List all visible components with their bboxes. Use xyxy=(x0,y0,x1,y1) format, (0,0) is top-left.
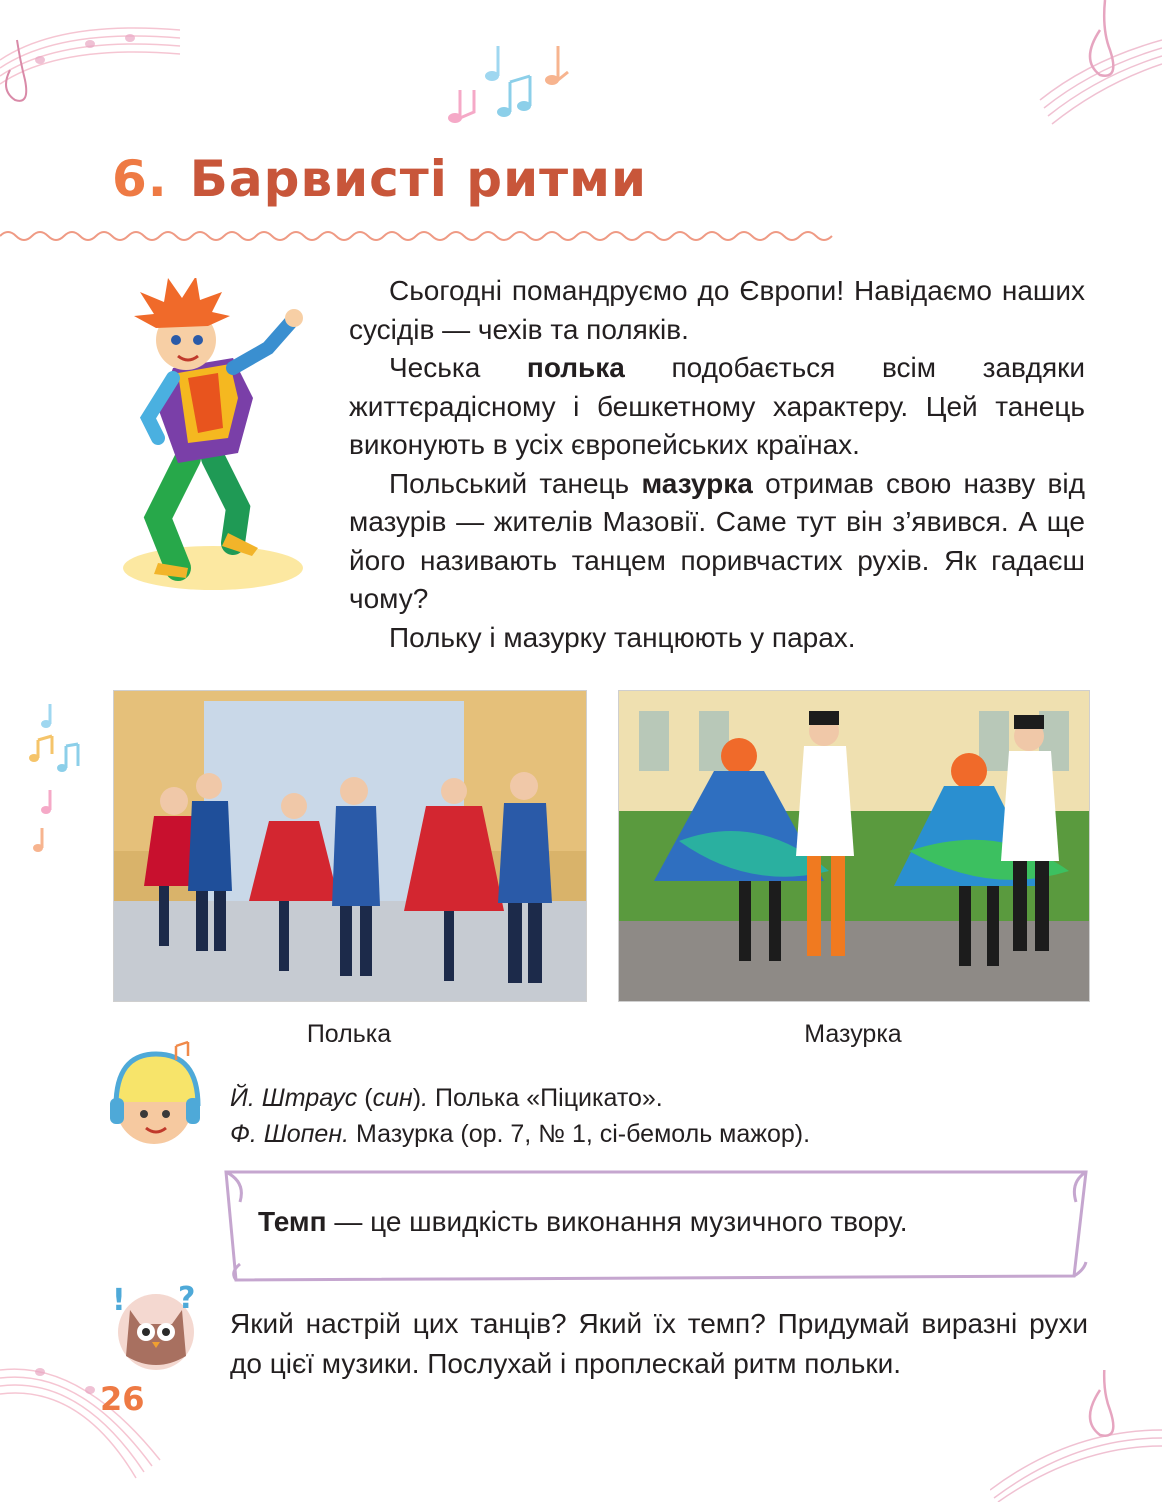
term-mazurka: мазурка xyxy=(641,467,753,499)
polka-caption: Полька xyxy=(306,1020,392,1048)
title-underline-wave xyxy=(0,222,840,246)
term-polka: полька xyxy=(526,352,625,383)
intro-paragraph-4: Польку і мазурку танцюють у парах. xyxy=(389,621,856,653)
term-tempo: Темп xyxy=(258,1206,327,1237)
lesson-title: Барвисті ритми xyxy=(189,150,647,208)
question-block xyxy=(230,1304,1088,1384)
page-number: 26 xyxy=(100,1380,145,1418)
svg-text:?: ? xyxy=(178,1281,196,1316)
polka-photo xyxy=(113,690,587,1002)
music-notes-left-margin xyxy=(28,700,88,860)
music-notes-corner-top-right xyxy=(1030,0,1162,130)
lesson-number: 6. xyxy=(112,150,168,208)
intro-paragraph-2: Чеська полька подобається всім завдяки життєрадісному і бешкетному характеру. Цей танець виконують в усіх європейських країнах. xyxy=(349,352,1085,460)
listening-item-strauss: Й. Штраус (син). Полька «Піцикато». xyxy=(230,1084,663,1112)
listening-item-chopin: Ф. Шопен. Мазурка (ор. 7, № 1, сі-бемоль мажор). xyxy=(230,1120,811,1148)
page-title xyxy=(112,150,647,208)
music-notes-top-center xyxy=(440,38,590,133)
music-notes-corner-top-left xyxy=(0,0,190,120)
tempo-definition: Темп — це швидкість виконання музичного твору. xyxy=(258,1206,908,1237)
owl-question-icon xyxy=(108,1280,204,1376)
intro-text xyxy=(349,272,1085,657)
svg-text:!: ! xyxy=(112,1283,126,1318)
intro-paragraph-1: Сьогодні помандруємо до Європи! Навідаємо наших сусідів — чехів та поляків. xyxy=(349,275,1085,345)
mazurka-photo xyxy=(618,690,1090,1002)
intro-paragraph-3: Польський танець мазурка отримав свою назву від мазурів — жителів Мазовії. Саме тут він з’явився. А ще його називають танцем поривчастих рухів. Як гадаєш чому? xyxy=(349,467,1085,614)
mazurka-caption: Мазурка xyxy=(804,1020,902,1048)
dancing-boy-illustration xyxy=(118,278,328,598)
question-text: Який настрій цих танців? Який їх темп? Придумай виразні рухи до цієї музики. Послухай і проплескай ритм польки. xyxy=(230,1308,1088,1379)
headphones-listening-icon xyxy=(108,1040,204,1150)
music-notes-corner-bottom-right xyxy=(990,1370,1162,1502)
listening-list xyxy=(230,1080,810,1152)
